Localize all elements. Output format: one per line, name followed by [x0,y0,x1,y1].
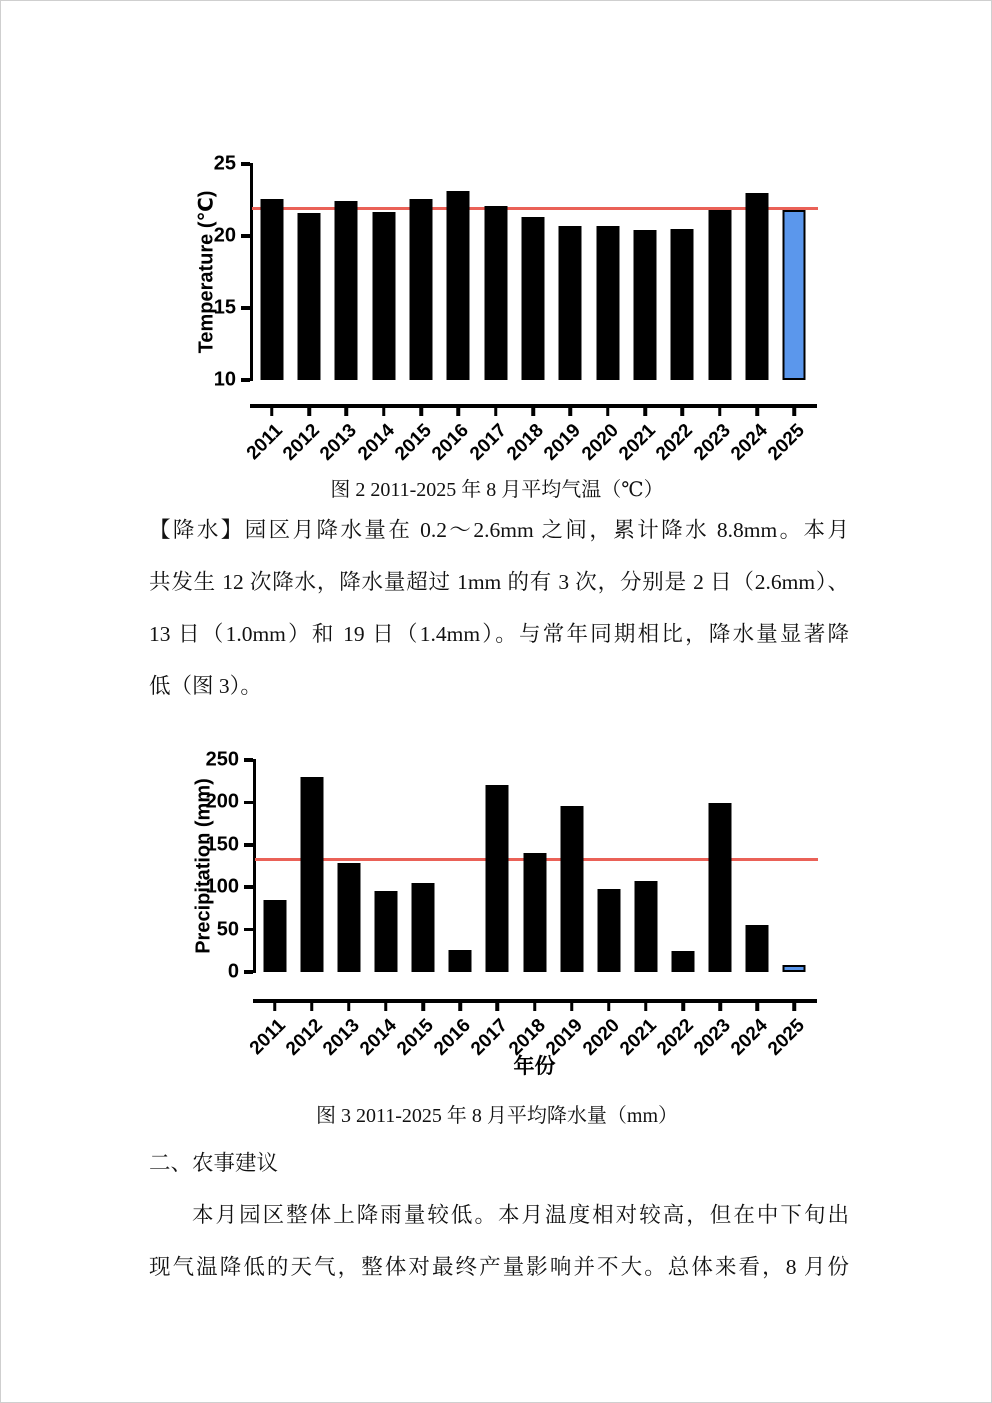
x-tick-label: 2023 [690,1015,736,1060]
bar-2023 [708,210,731,380]
y-tick-label: 250 [205,748,239,771]
y-tick-label: 15 [213,296,236,319]
paragraph-line: 【降水】园区月降水量在 0.2～2.6mm 之间，累计降水 8.8mm。本月 [149,518,849,542]
y-tick-label: 150 [205,833,239,856]
bar-2022 [672,951,695,972]
x-tick-label: 2012 [279,420,324,465]
x-axis-title: 年份 [513,1055,556,1078]
precipitation-chart [192,748,813,1078]
y-tick [241,234,250,238]
x-tick [718,407,722,416]
y-tick-label: 50 [216,918,239,941]
x-tick [496,1002,500,1011]
y-tick-label: 200 [205,790,239,813]
bar-2017 [486,785,509,972]
bar-2018 [523,853,546,972]
bar-2025 [783,965,806,972]
bar-2013 [337,863,360,972]
x-tick-label: 2025 [764,420,810,465]
bar-2015 [410,199,433,380]
bar-2015 [412,883,435,972]
x-tick [755,407,759,416]
paragraph-line: 本月园区整体上降雨量较低。本月温度相对较高，但在中下旬出 [192,1203,849,1227]
x-tick [570,1002,574,1011]
x-tick [458,1002,462,1011]
y-tick [244,758,253,762]
figure-3-caption: 图 3 2011-2025 年 8 月平均降水量（mm） [315,1105,679,1127]
x-tick-label: 2022 [653,1015,698,1060]
x-tick-label: 2014 [356,1015,401,1060]
bar-2011 [260,199,283,380]
bar-2014 [374,891,397,972]
x-tick [793,1002,797,1011]
x-tick-label: 2018 [503,420,548,465]
x-tick-label: 2016 [430,1015,476,1060]
bar-2025 [783,210,806,380]
x-tick [643,407,647,416]
y-tick-label: 25 [213,152,236,175]
x-tick [421,1002,425,1011]
x-tick-label: 2014 [353,420,399,465]
x-tick [457,407,461,416]
x-tick [345,407,349,416]
y-tick [241,378,250,382]
bar-2013 [335,201,358,380]
x-tick-label: 2020 [577,420,623,465]
x-tick [310,1002,314,1011]
y-tick [241,306,250,310]
y-tick-label: 100 [205,875,239,898]
bar-2016 [447,191,470,380]
bar-2014 [372,212,395,380]
y-tick [244,928,253,932]
advice-paragraph [149,1189,849,1293]
figure-2-caption: 图 2 2011-2025 年 8 月平均气温（℃） [330,479,664,501]
y-tick [244,843,253,847]
x-tick [607,1002,611,1011]
x-tick-label: 2013 [316,420,362,465]
x-tick-label: 2023 [689,420,735,465]
x-tick [347,1002,351,1011]
x-tick [270,407,274,416]
bar-2020 [597,889,620,972]
bar-2024 [746,193,769,380]
x-tick-label: 2019 [541,1015,587,1060]
x-tick-label: 2024 [727,420,772,465]
x-tick-label: 2025 [764,1015,810,1060]
x-tick [793,407,797,416]
x-tick-label: 2016 [428,420,474,465]
bar-2019 [560,806,583,972]
x-tick [494,407,498,416]
x-tick [307,407,311,416]
y-tick-label: 0 [227,960,239,983]
x-tick-label: 2022 [652,420,698,465]
y-tick-label: 20 [213,224,236,247]
x-tick-label: 2011 [242,420,287,465]
bar-2019 [559,226,582,380]
x-tick-label: 2021 [615,420,660,465]
bar-2012 [300,777,323,972]
x-tick [756,1002,760,1011]
y-tick [244,885,253,889]
x-tick-label: 2011 [245,1015,290,1060]
x-tick [569,407,573,416]
x-tick-label: 2012 [281,1015,327,1060]
y-axis-line [253,759,257,973]
bar-2021 [634,881,657,972]
x-tick-label: 2017 [467,1015,513,1060]
precipitation-paragraph [149,504,849,712]
x-tick [419,407,423,416]
x-tick [681,1002,685,1011]
x-tick-label: 2013 [318,1015,364,1060]
x-tick [681,407,685,416]
y-axis-title: Precipitation (mm) [192,778,215,954]
x-tick [531,407,535,416]
bar-2017 [484,206,507,380]
bar-2020 [596,226,619,380]
bar-2021 [634,230,657,380]
bar-2016 [449,950,472,972]
y-axis-line [250,163,254,381]
x-tick [606,407,610,416]
bar-2012 [298,213,321,380]
x-tick [384,1002,388,1011]
temperature-chart [195,152,813,465]
y-tick [241,162,250,166]
paragraph-line: 共发生 12 次降水，降水量超过 1mm 的有 3 次，分别是 2 日（2.6mm）、 [149,570,849,594]
x-tick-label: 2017 [465,420,511,465]
x-tick-label: 2015 [391,420,436,465]
x-tick-label: 2019 [540,420,586,465]
x-tick-label: 2021 [615,1015,661,1060]
x-tick [718,1002,722,1011]
x-tick [382,407,386,416]
x-tick [644,1002,648,1011]
bar-2022 [671,229,694,380]
bar-2024 [746,925,769,972]
x-tick [273,1002,277,1011]
paragraph-line: 现气温降低的天气，整体对最终产量影响并不大。总体来看，8 月份 [149,1255,849,1279]
x-tick-label: 2020 [578,1015,624,1060]
paragraph-line: 13 日（1.0mm）和 19 日（1.4mm）。与常年同期相比，降水量显著降 [149,622,849,646]
y-tick [244,801,253,805]
x-tick [533,1002,537,1011]
section-heading: 二、农事建议 [149,1151,279,1175]
y-tick [244,970,253,974]
y-tick-label: 10 [213,368,236,391]
bar-2018 [522,217,545,380]
bar-2023 [709,803,732,972]
x-tick-label: 2024 [727,1015,773,1060]
paragraph-line: 低（图 3）。 [149,674,262,698]
x-tick-label: 2015 [393,1015,438,1060]
y-axis-title: Temperature (℃) [195,190,218,354]
x-tick-label: 2018 [504,1015,550,1060]
bar-2011 [263,900,286,972]
